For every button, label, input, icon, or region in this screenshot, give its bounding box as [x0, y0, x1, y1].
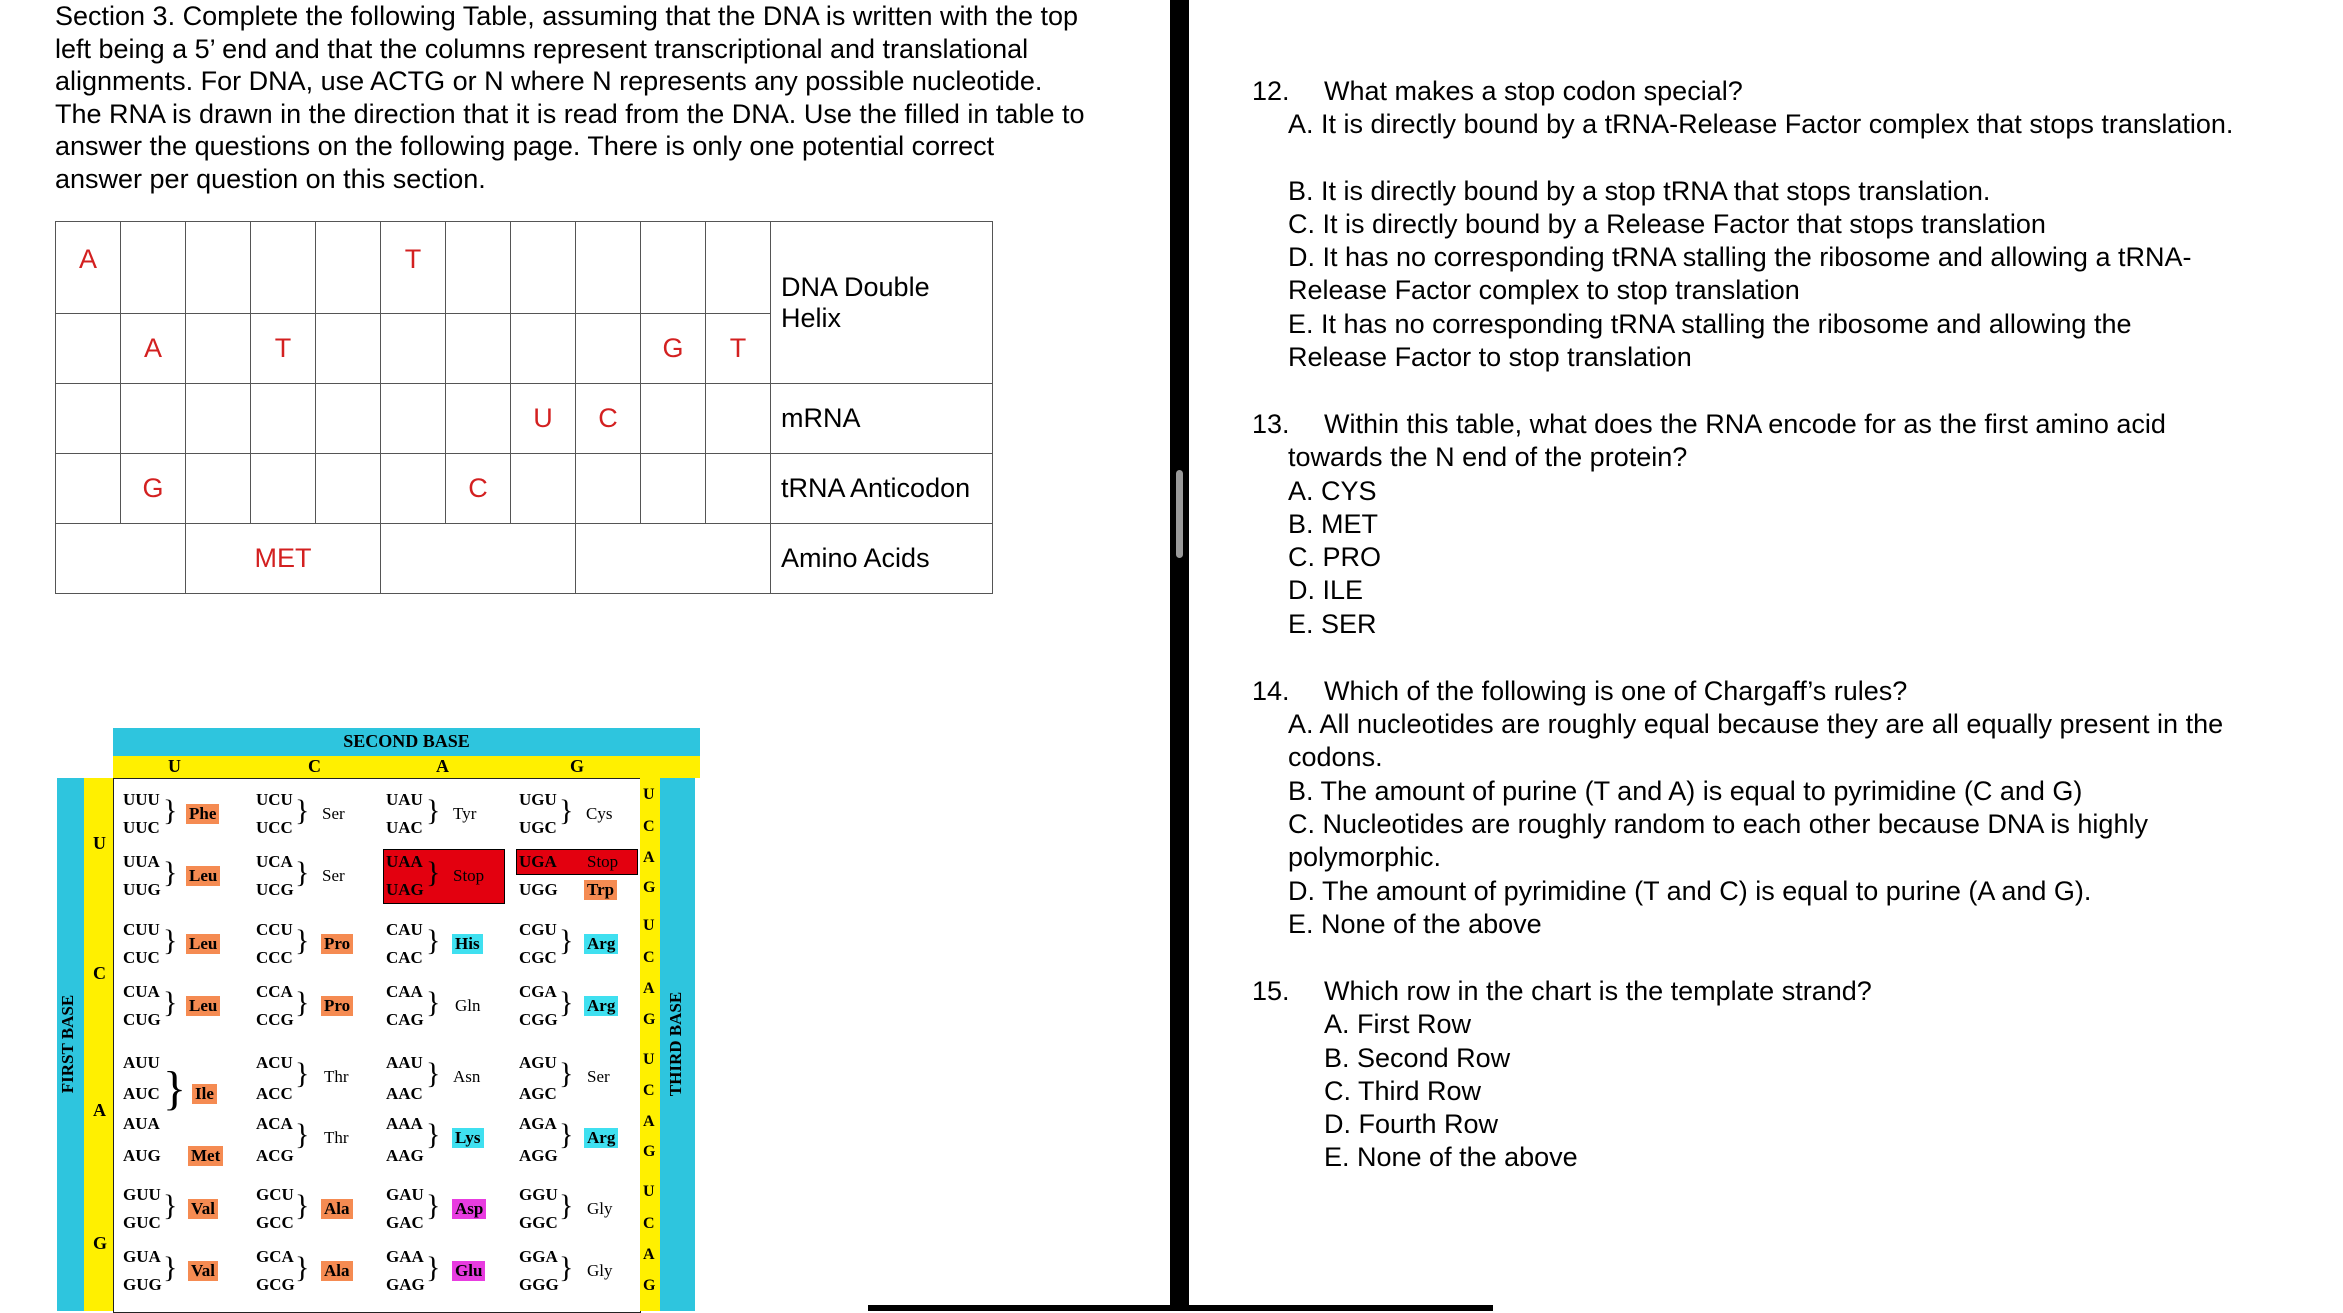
amino-acid-gly: Gly	[587, 1261, 613, 1280]
dna-cell[interactable]	[56, 314, 121, 384]
dna-cell[interactable]	[121, 222, 186, 314]
answer-option[interactable]: B. MET	[1288, 509, 1379, 539]
codon: UAU	[386, 790, 423, 809]
mrna-cell[interactable]	[641, 384, 706, 454]
codon: GAC	[386, 1213, 424, 1232]
amino-acid-his: His	[452, 934, 483, 954]
answer-option[interactable]: D. The amount of pyrimidine (T and C) is equal to purine (A and G).	[1288, 876, 2092, 906]
dna-cell[interactable]	[706, 222, 771, 314]
codon: CUA	[123, 982, 160, 1001]
dna-cell[interactable]: T	[381, 222, 446, 314]
answer-option[interactable]: C. Nucleotides are roughly random to each other because DNA is highly	[1288, 809, 2148, 839]
answer-option[interactable]: D. Fourth Row	[1324, 1109, 1499, 1139]
trna-cell[interactable]: G	[121, 454, 186, 524]
codon: UAA	[386, 852, 423, 871]
amino-acid-arg: Arg	[584, 1128, 618, 1148]
answer-option[interactable]: A. CYS	[1288, 476, 1377, 506]
mrna-cell[interactable]	[706, 384, 771, 454]
mrna-cell[interactable]: C	[576, 384, 641, 454]
amino-acid-thr: Thr	[324, 1067, 349, 1086]
left-page	[0, 0, 1170, 1311]
codon: GCG	[256, 1275, 295, 1294]
codon: UGG	[519, 880, 558, 899]
amino-acid-leu: Leu	[186, 996, 220, 1016]
dna-cell[interactable]	[576, 314, 641, 384]
amino-acid-gln: Gln	[455, 996, 481, 1015]
amino-acid-phe: Phe	[186, 804, 219, 824]
third-base-letter: G	[643, 1011, 656, 1028]
answer-option[interactable]: E. SER	[1288, 609, 1377, 639]
codon: CCC	[256, 948, 293, 967]
third-base-letter: A	[643, 980, 655, 997]
first-base-title: FIRST BASE	[58, 994, 77, 1094]
amino-acid-trp: Trp	[584, 880, 617, 900]
question-number: 14.	[1252, 676, 1290, 706]
amino-acid-ser: Ser	[322, 804, 345, 823]
codon: AAC	[386, 1084, 423, 1103]
question-text: Which row in the chart is the template strand?	[1324, 976, 1872, 1006]
codon: UGU	[519, 790, 557, 809]
codon: GGA	[519, 1247, 558, 1266]
mrna-cell[interactable]	[121, 384, 186, 454]
amino-cell[interactable]: MET	[186, 524, 381, 594]
trna-cell[interactable]	[316, 454, 381, 524]
dna-cell[interactable]	[251, 222, 316, 314]
mrna-label: mRNA	[771, 384, 993, 454]
answer-option[interactable]: C. Third Row	[1324, 1076, 1482, 1106]
split-drag-handle[interactable]	[1176, 470, 1183, 558]
answer-option[interactable]: E. None of the above	[1324, 1142, 1578, 1172]
codon: GUG	[123, 1275, 162, 1294]
amino-acid-asp: Asp	[452, 1199, 486, 1219]
question-text: Within this table, what does the RNA encode for as the first amino acid	[1324, 409, 2166, 439]
codon: CUU	[123, 920, 160, 939]
trna-cell[interactable]	[56, 454, 121, 524]
first-base-c: C	[93, 963, 106, 983]
codon: CAG	[386, 1010, 424, 1029]
dna-cell[interactable]	[381, 314, 446, 384]
answer-option[interactable]: C. It is directly bound by a Release Factor that stops translation	[1288, 209, 2046, 239]
codon: UUC	[123, 818, 160, 837]
question-text-continued: towards the N end of the protein?	[1288, 442, 1688, 472]
codon: AGA	[519, 1114, 557, 1133]
codon: ACC	[256, 1084, 293, 1103]
amino-acid-ile: Ile	[192, 1084, 217, 1104]
codon: UCA	[256, 852, 293, 871]
second-base-a: A	[436, 756, 449, 776]
dna-table	[55, 221, 993, 594]
codon: AUU	[123, 1053, 160, 1072]
amino-acid-met: Met	[188, 1146, 223, 1166]
third-base-letter: A	[643, 1113, 655, 1130]
answer-option-continued[interactable]: codons.	[1288, 742, 1383, 772]
codon: GAU	[386, 1185, 424, 1204]
answer-option-continued[interactable]: Release Factor to stop translation	[1288, 342, 1692, 372]
codon: CAA	[386, 982, 423, 1001]
dna-double-helix-label: DNA Double Helix	[771, 222, 993, 384]
amino-acid-arg: Arg	[584, 934, 618, 954]
amino-acid-ser: Ser	[322, 866, 345, 885]
dna-cell[interactable]	[186, 222, 251, 314]
question-number: 13.	[1252, 409, 1290, 439]
answer-option[interactable]: A. It is directly bound by a tRNA-Release Factor complex that stops translation.	[1288, 109, 2234, 139]
third-base-letter: G	[643, 1277, 656, 1294]
third-base-letter: G	[643, 1143, 656, 1160]
dna-cell[interactable]	[511, 222, 576, 314]
dna-cell[interactable]	[186, 314, 251, 384]
amino-acid-ala: Ala	[321, 1199, 353, 1219]
codon: GGU	[519, 1185, 558, 1204]
dna-cell[interactable]	[446, 222, 511, 314]
amino-acid-tyr: Tyr	[453, 804, 477, 823]
trna-cell[interactable]	[186, 454, 251, 524]
amino-acids-label: Amino Acids	[771, 524, 993, 594]
answer-option[interactable]: E. None of the above	[1288, 909, 1542, 939]
dna-cell[interactable]: A	[56, 222, 121, 314]
codon: UGC	[519, 818, 557, 837]
codon: AUC	[123, 1084, 160, 1103]
amino-acid-ser: Ser	[587, 1067, 610, 1086]
codon: CGG	[519, 1010, 558, 1029]
dna-cell[interactable]	[641, 222, 706, 314]
codon: CUG	[123, 1010, 161, 1029]
amino-acid-glu: Glu	[452, 1261, 485, 1281]
amino-cell[interactable]	[381, 524, 576, 594]
dna-cell[interactable]	[576, 222, 641, 314]
dna-cell[interactable]: T	[706, 314, 771, 384]
second-base-c: C	[308, 756, 321, 776]
dna-cell[interactable]	[316, 314, 381, 384]
amino-acid-val: Val	[188, 1261, 218, 1281]
page-divider	[1170, 0, 1189, 1311]
codon: AAU	[386, 1053, 423, 1072]
third-base-letter: U	[643, 917, 655, 934]
third-base-letter: C	[643, 1082, 655, 1099]
answer-option[interactable]: B. Second Row	[1324, 1043, 1511, 1073]
codon: ACA	[256, 1114, 293, 1133]
codon: GGG	[519, 1275, 559, 1294]
amino-acid-arg: Arg	[584, 996, 618, 1016]
codon: CAU	[386, 920, 423, 939]
third-base-letter: G	[643, 879, 656, 896]
amino-acid-ala: Ala	[321, 1261, 353, 1281]
mrna-cell[interactable]	[251, 384, 316, 454]
answer-option[interactable]: E. It has no corresponding tRNA stalling the ribosome and allowing the	[1288, 309, 2132, 339]
codon: CUC	[123, 948, 160, 967]
dna-cell[interactable]	[511, 314, 576, 384]
answer-option[interactable]: D. ILE	[1288, 575, 1364, 605]
first-base-u: U	[93, 833, 106, 853]
second-base-g: G	[570, 756, 585, 776]
dna-cell[interactable]: A	[121, 314, 186, 384]
question-text: What makes a stop codon special?	[1324, 76, 1743, 106]
codon: UUA	[123, 852, 160, 871]
section-instructions: Section 3. Complete the following Table, assuming that the DNA is written with the top left being a 5’ end and that the columns represent transcriptional and translational alignments. For DNA, use ACTG or N where N represents any possible nucleotide. The RNA is drawn in the direction that it is read from the DNA. Use the filled in table to answer the questions on the following page. There is only one potential correct answer per question on this section.	[55, 1, 1085, 194]
question-text: Which of the following is one of Chargaff’s rules?	[1324, 676, 1908, 706]
trna-cell[interactable]	[641, 454, 706, 524]
trna-cell[interactable]	[381, 454, 446, 524]
third-base-letter: A	[643, 1246, 655, 1263]
first-base-a: A	[93, 1100, 106, 1120]
codon: AAA	[386, 1114, 423, 1133]
codon: CCU	[256, 920, 293, 939]
dna-cell[interactable]: T	[251, 314, 316, 384]
amino-acid-pro: Pro	[321, 996, 353, 1016]
codon: CCG	[256, 1010, 294, 1029]
trna-cell[interactable]	[511, 454, 576, 524]
amino-acid-val: Val	[188, 1199, 218, 1219]
codon: CGU	[519, 920, 557, 939]
mrna-row	[56, 384, 993, 454]
third-base-letter: U	[643, 786, 655, 803]
answer-option[interactable]: C. PRO	[1288, 542, 1382, 572]
codon: AGU	[519, 1053, 557, 1072]
mrna-cell[interactable]	[186, 384, 251, 454]
amino-acid-stop: Stop	[587, 852, 619, 871]
trna-row	[56, 454, 993, 524]
amino-acid-leu: Leu	[186, 866, 220, 886]
amino-acid-cys: Cys	[586, 804, 613, 823]
mrna-cell[interactable]	[381, 384, 446, 454]
question-number: 15.	[1252, 976, 1290, 1006]
dna-cell[interactable]: G	[641, 314, 706, 384]
answer-option[interactable]: D. It has no corresponding tRNA stalling the ribosome and allowing a tRNA-	[1288, 242, 2192, 272]
codon: UCG	[256, 880, 294, 899]
codon: CGA	[519, 982, 557, 1001]
mrna-cell[interactable]	[56, 384, 121, 454]
codon: UUU	[123, 790, 160, 809]
codon: CCA	[256, 982, 293, 1001]
answer-option-continued[interactable]: polymorphic.	[1288, 842, 1442, 872]
codon: GAA	[386, 1247, 424, 1266]
codon: GCU	[256, 1185, 294, 1204]
amino-acid-gly: Gly	[587, 1199, 613, 1218]
amino-acid-lys: Lys	[452, 1128, 484, 1148]
third-base-letter: U	[643, 1051, 655, 1068]
codon: UCC	[256, 818, 293, 837]
third-base-letter: A	[643, 849, 655, 866]
codon: GGC	[519, 1213, 558, 1232]
second-base-title: SECOND BASE	[343, 731, 470, 751]
answer-option-continued[interactable]: Release Factor complex to stop translation	[1288, 275, 1800, 305]
third-base-letter: U	[643, 1183, 655, 1200]
codon: UCU	[256, 790, 293, 809]
mrna-cell[interactable]: U	[511, 384, 576, 454]
codon: AAG	[386, 1146, 424, 1165]
answer-option[interactable]: B. The amount of purine (T and A) is equal to pyrimidine (C and G)	[1288, 776, 2083, 806]
third-base-title: THIRD BASE	[666, 991, 685, 1097]
codon: UUG	[123, 880, 161, 899]
codon: AGG	[519, 1146, 558, 1165]
answer-option[interactable]: B. It is directly bound by a stop tRNA that stops translation.	[1288, 176, 1991, 206]
codon: GCC	[256, 1213, 294, 1232]
amino-acid-row	[56, 524, 993, 594]
third-base-letter: C	[643, 818, 655, 835]
trna-anticodon-label: tRNA Anticodon	[771, 454, 993, 524]
first-base-letter-bar	[84, 778, 113, 1311]
codon: GAG	[386, 1275, 425, 1294]
codon: GUU	[123, 1185, 161, 1204]
question-number: 12.	[1252, 76, 1290, 106]
dna-cell[interactable]	[446, 314, 511, 384]
codon: GUA	[123, 1247, 161, 1266]
codon: ACU	[256, 1053, 293, 1072]
codon: AGC	[519, 1084, 557, 1103]
codon: AUA	[123, 1114, 160, 1133]
answer-option[interactable]: A. All nucleotides are roughly equal because they are all equally present in the	[1288, 709, 2224, 739]
trna-cell[interactable]	[251, 454, 316, 524]
third-base-letter: C	[643, 1215, 655, 1232]
trna-cell[interactable]	[576, 454, 641, 524]
right-page	[1189, 0, 2343, 1311]
amino-acid-leu: Leu	[186, 934, 220, 954]
trna-cell[interactable]: C	[446, 454, 511, 524]
codon-chart: SECOND BASE U C A G FIRST BASE U C A G THIRD BASE U C A G U C A G U C A G U C A G UUU UUC UUA UUG CUU CUC CUA CUG AUU AUC AUA AUG GUU GUC GUA GUG } } } } } } } Phe Leu Leu Leu Ile Met Val Val UCU UCC UCA UCG CCU CCC CCA CCG ACU ACC ACA ACG GCU GCC GCA GCG } } } } } } } } Ser Ser Pro Pro Thr Thr Ala Ala UAU UAC UAA UAG CAU CAC CAA CAG AAU AAC AAA AAG GAU GAC GAA GAG } } } } } } } } Tyr Stop His Gln Asn Lys Asp Glu UGU UGC UGA UGG CGU CGC CGA CGG AGU AGC AGA AGG GGU GGC GGA GGG } } } } } } } Cys Stop Trp Arg Arg Ser Arg Gly Gly	[57, 728, 694, 1311]
codon: CAC	[386, 948, 423, 967]
amino-acid-pro: Pro	[321, 934, 353, 954]
amino-cell[interactable]	[576, 524, 771, 594]
codon: UGA	[519, 852, 557, 871]
mrna-cell[interactable]	[446, 384, 511, 454]
mrna-cell[interactable]	[316, 384, 381, 454]
third-base-letter: C	[643, 949, 655, 966]
dna-cell[interactable]	[316, 222, 381, 314]
codon: GUC	[123, 1213, 161, 1232]
amino-acid-thr: Thr	[324, 1128, 349, 1147]
codon: ACG	[256, 1146, 294, 1165]
codon: GCA	[256, 1247, 294, 1266]
codon: AUG	[123, 1146, 161, 1165]
amino-acid-asn: Asn	[453, 1067, 481, 1086]
amino-acid-stop: Stop	[453, 866, 485, 885]
second-base-u: U	[168, 756, 181, 776]
first-base-g: G	[93, 1233, 108, 1253]
codon: CGC	[519, 948, 557, 967]
dna-row-1	[56, 222, 993, 314]
codon: UAG	[386, 880, 424, 899]
trna-cell[interactable]	[706, 454, 771, 524]
amino-cell[interactable]	[56, 524, 186, 594]
codon: UAC	[386, 818, 423, 837]
answer-option[interactable]: A. First Row	[1324, 1009, 1472, 1039]
